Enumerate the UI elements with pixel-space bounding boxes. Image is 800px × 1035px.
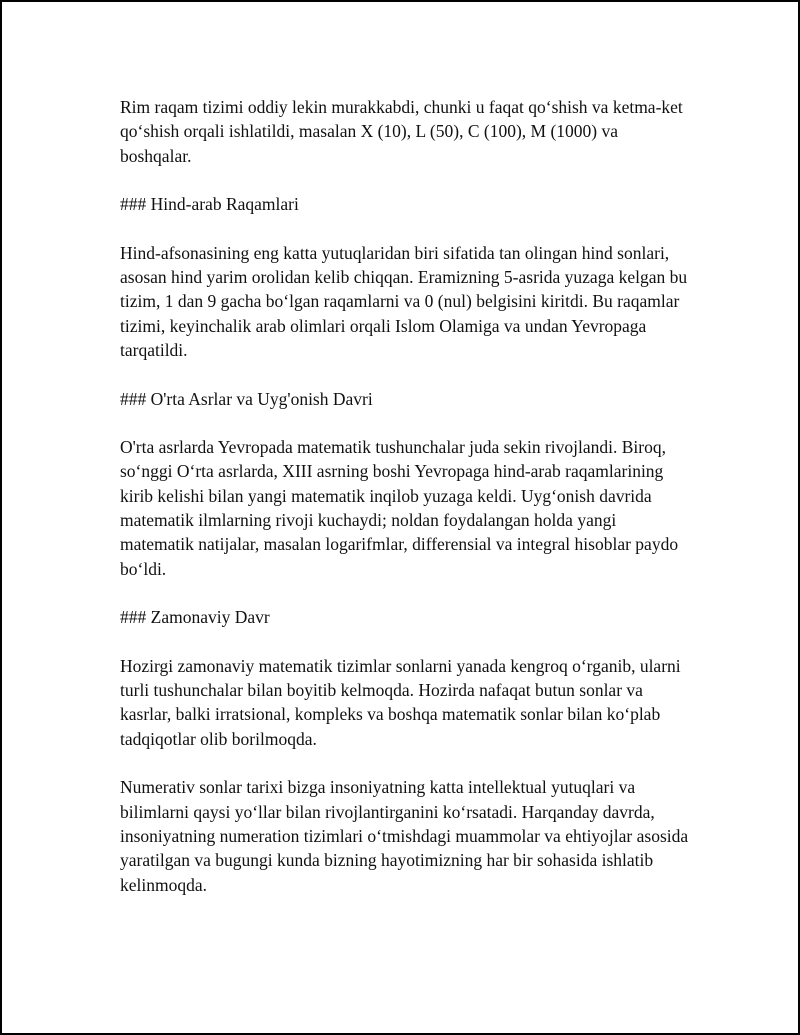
heading-modern-era: ### Zamonaviy Davr [120, 607, 270, 628]
paragraph-middle-ages: O'rta asrlarda Yevropada matematik tushunchalar juda sekin rivojlandi. Biroq, so‘nggi O‘rta asrlarda, XIII asrning boshi Yevropaga hind-arab raqamlarining kirib kelishi bilan yangi matematik inqilob yuzaga keldi. Uyg‘onish davrida matematik ilmlarning rivoji kuchaydi; noldan foydalangan holda yangi matematik natijalar, masalan logarifmlar, differensial va integral hisoblar paydo bo‘ldi. [120, 437, 679, 579]
document-body [120, 95, 690, 921]
heading-hindu-arabic: ### Hind-arab Raqamlari [120, 194, 299, 215]
paragraph-modern-era: Hozirgi zamonaviy matematik tizimlar sonlarni yanada kengroq o‘rganib, ularni turli tushunchalar bilan boyitib kelmoqda. Hozirda nafaqat butun sonlar va kasrlar, balki irratsional, kompleks va boshqa matematik sonlar bilan ko‘plab tadqiqotlar olib borilmoqda. [120, 655, 681, 749]
paragraph-hindu-arabic: Hind-afsonasining eng katta yutuqlaridan biri sifatida tan olingan hind sonlari, asosan hind yarim orolidan kelib chiqqan. Eramizning 5-asrida yuzaga kelgan bu tizim, 1 dan 9 gacha bo‘lgan raqamlarni va 0 (nul) belgisini kiritdi. Bu raqamlar tizimi, keyinchalik arab olimlari orqali Islom Olamiga va undan Yevropaga tarqatildi. [120, 242, 688, 360]
paragraph-conclusion: Numerativ sonlar tarixi bizga insoniyatning katta intellektual yutuqlari va bilimlarni qaysi yo‘llar bilan rivojlantirganini ko‘rsatadi. Harqanday davrda, insoniyatning numeration tizimlari o‘tmishdagi muammolar va ehtiyojlar asosida yaratilgan va bugungi kunda bizning hayotimizning har bir sohasida ishlatib kelinmoqda. [120, 777, 689, 895]
paragraph-roman-numerals: Rim raqam tizimi oddiy lekin murakkabdi, chunki u faqat qo‘shish va ketma-ket qo‘shish orqali ishlatildi, masalan X (10), L (50), C (100), M (1000) va boshqalar. [120, 97, 683, 166]
heading-middle-ages: ### O'rta Asrlar va Uyg'onish Davri [120, 388, 373, 409]
